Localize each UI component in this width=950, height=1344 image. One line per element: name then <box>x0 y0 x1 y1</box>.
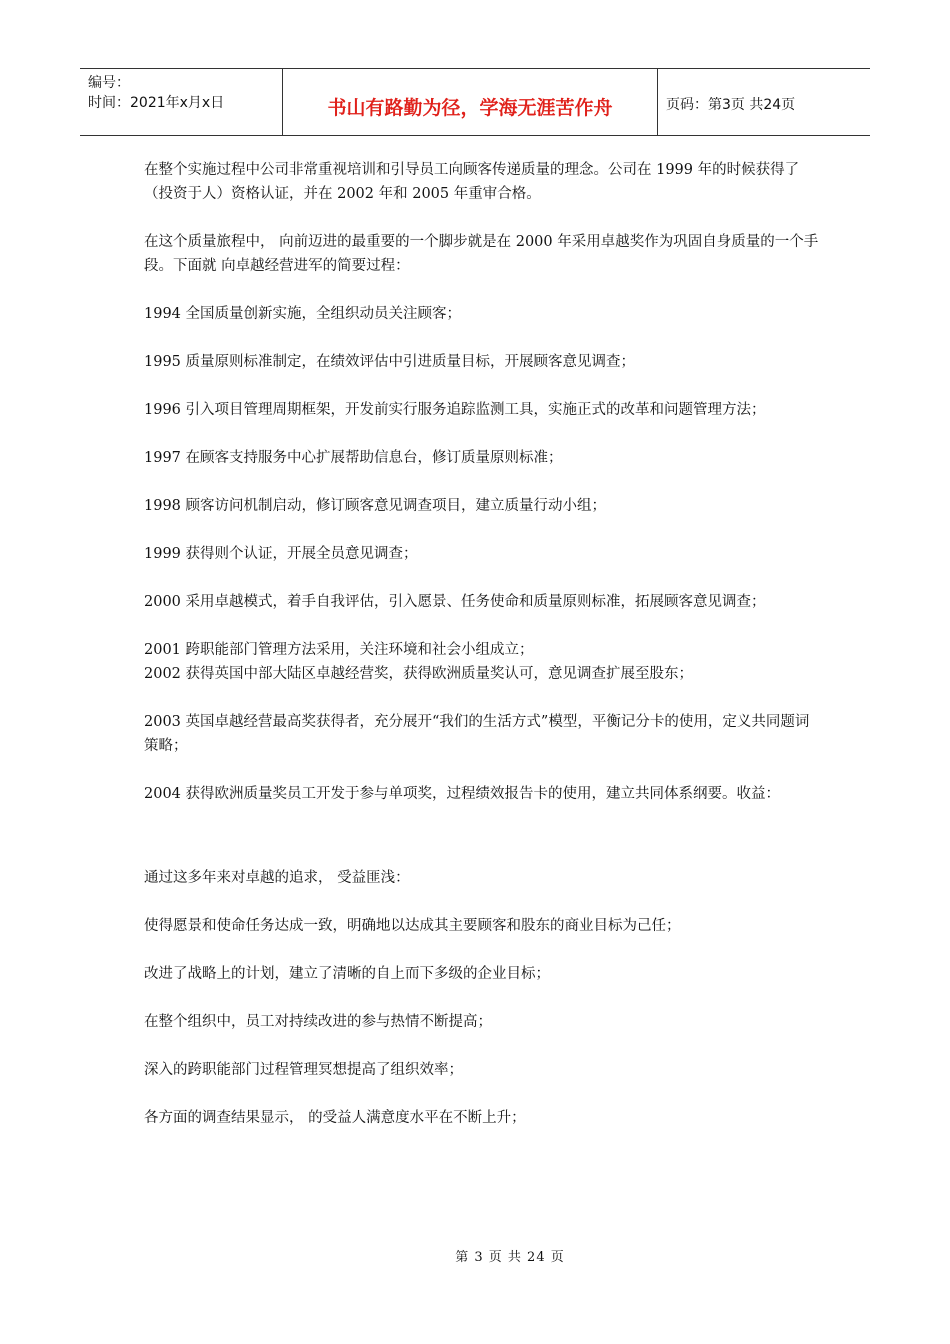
milestone-1994: 1994 全国质量创新实施，全组织动员关注顾客； <box>144 306 462 322</box>
milestone-1995: 1995 质量原则标准制定，在绩效评估中引进质量目标，开展顾客意见调查； <box>144 354 636 370</box>
milestone-1997: 1997 在顾客支持服务中心扩展帮助信息台，修订质量原则标准； <box>144 450 563 466</box>
milestone-2001: 2001 跨职能部门管理方法采用，关注环境和社会小组成立； <box>144 642 534 658</box>
milestone-2000: 2000 采用卓越模式，着手自我评估，引入愿景、任务使命和质量原则标准，拓展顾客意见调查； <box>144 594 766 610</box>
milestone-2002: 2002 获得英国中部大陆区卓越经营奖，获得欧洲质量奖认可，意见调查扩展至股东； <box>144 666 694 682</box>
benefit-item: 深入的跨职能部门过程管理冥想提高了组织效率； <box>144 1062 463 1078</box>
benefit-item: 各方面的调查结果显示， 的受益人满意度水平在不断上升； <box>144 1110 526 1126</box>
paragraph-intro: 在整个实施过程中公司非常重视培训和引导员工向顾客传递质量的理念。公司在 1999 年的时候获得了（投资于人）资格认证，并在 2002 年和 2005 年重审合格。 <box>144 162 800 202</box>
page-header <box>80 68 870 136</box>
number-label: 编号： <box>88 75 130 91</box>
milestone-1998: 1998 顾客访问机制启动，修订顾客意见调查项目，建立质量行动小组； <box>144 498 607 514</box>
benefit-item: 改进了战略上的计划，建立了清晰的自上而下多级的企业目标； <box>144 966 550 982</box>
milestone-1999: 1999 获得则个认证，开展全员意见调查； <box>144 546 418 562</box>
paragraph-journey: 在这个质量旅程中， 向前迈进的最重要的一个脚步就是在 2000 年采用卓越奖作为巩固自身质量的一个手段。下面就 向卓越经营进军的简要过程： <box>144 234 819 274</box>
benefit-item: 使得愿景和使命任务达成一致，明确地以达成其主要顾客和股东的商业目标为己任； <box>144 918 681 934</box>
document-body <box>144 158 820 1154</box>
milestone-1996: 1996 引入项目管理周期框架，开发前实行服务追踪监测工具，实施正式的改革和问题管理方法； <box>144 402 766 418</box>
page-footer: 第 3 页 共 24 页 <box>455 1250 565 1265</box>
benefits-intro: 通过这多年来对卓越的追求， 受益匪浅： <box>144 870 410 886</box>
header-meta <box>80 69 282 135</box>
date-label: 时间：2021年x月x日 <box>88 95 225 111</box>
milestone-2004: 2004 获得欧洲质量奖员工开发于参与单项奖，过程绩效报告卡的使用，建立共同体系纲要。收益： <box>144 786 781 802</box>
header-motto: 书山有路勤为径，学海无涯苦作舟 <box>282 69 658 135</box>
header-page-label: 页码：第3页 共24页 <box>666 97 796 113</box>
milestone-2003: 2003 英国卓越经营最高奖获得者，充分展开“我们的生活方式”模型，平衡记分卡的使用，定义共同题词策略； <box>144 714 810 754</box>
benefit-item: 在整个组织中，员工对持续改进的参与热情不断提高； <box>144 1014 492 1030</box>
